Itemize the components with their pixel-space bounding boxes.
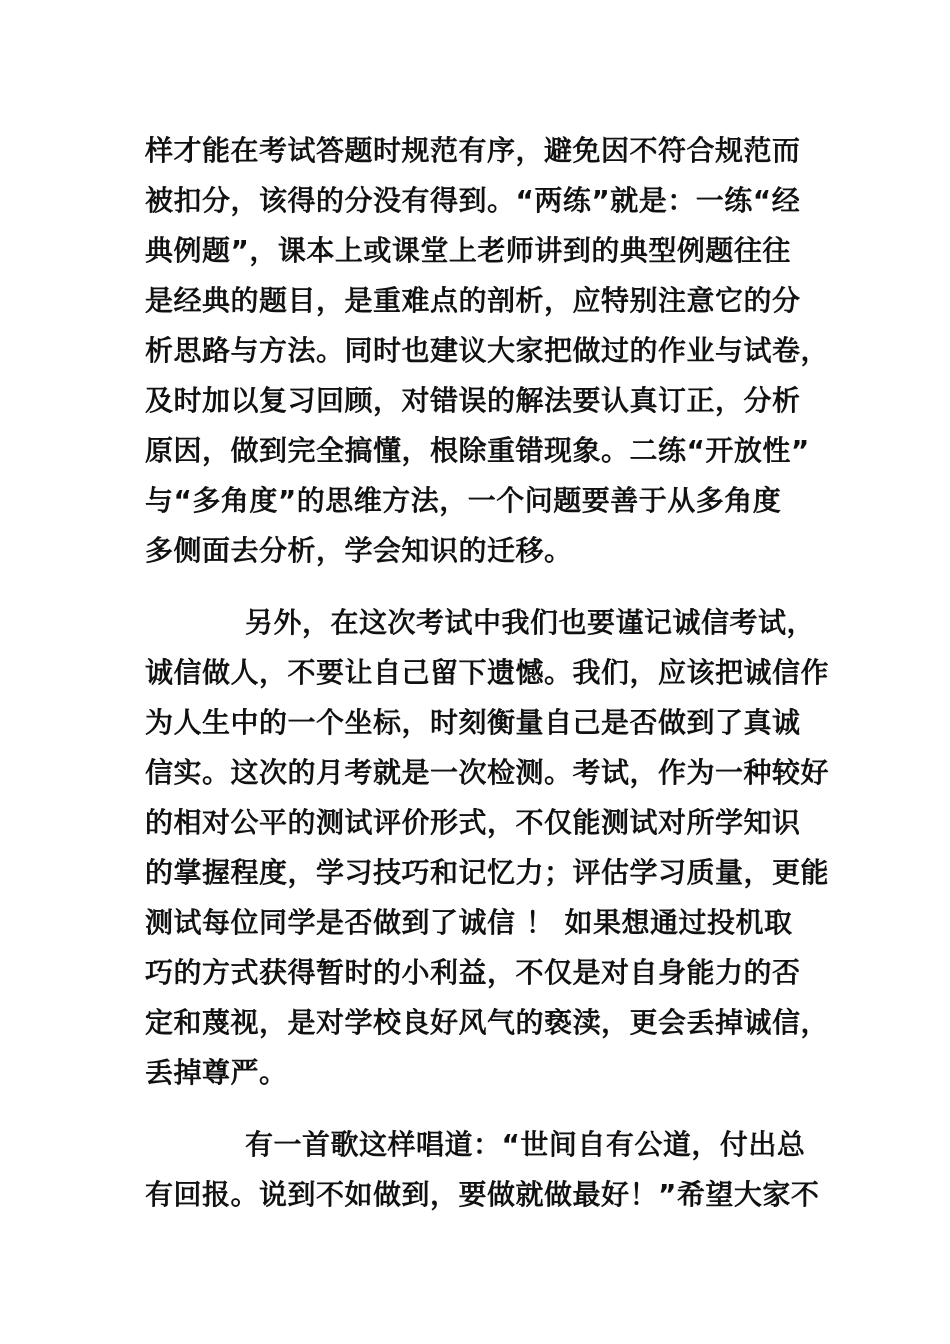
- paragraph-integrity: [145, 598, 830, 1098]
- document-body: [145, 126, 830, 1220]
- text-line: 诚信做人，不要让自己留下遗憾。我们，应该把诚信作: [145, 656, 830, 689]
- text-line: 为人生中的一个坐标，时刻衡量自己是否做到了真诚: [145, 706, 801, 739]
- text-line: 典例题”，课本上或课堂上老师讲到的典型例题往往: [145, 234, 791, 267]
- text-line-first: 有一首歌这样唱道：“世间自有公道，付出总: [245, 1128, 806, 1161]
- text-line: 析思路与方法。同时也建议大家把做过的作业与试卷，: [145, 334, 830, 367]
- text-line: 测试每位同学是否做到了诚信 ！ 如果想通过投机取: [145, 906, 793, 939]
- text-line-first: 另外，在这次考试中我们也要谨记诚信考试，: [245, 606, 816, 639]
- paragraph-song: [145, 1120, 820, 1220]
- paragraph-study-methods: [145, 126, 830, 576]
- text-line: 被扣分，该得的分没有得到。“两练”就是：一练“经: [145, 184, 801, 217]
- text-line: 巧的方式获得暂时的小利益，不仅是对自身能力的否: [145, 956, 801, 989]
- text-line: 多侧面去分析，学会知识的迁移。: [145, 534, 573, 567]
- text-line: 是经典的题目，是重难点的剖析，应特别注意它的分: [145, 284, 801, 317]
- text-line: 的相对公平的测试评价形式，不仅能测试对所学知识: [145, 806, 801, 839]
- text-line: 丢掉尊严。: [145, 1056, 288, 1089]
- text-line: 原因，做到完全搞懂，根除重错现象。二练“开放性”: [145, 434, 810, 467]
- text-line: 定和蔑视，是对学校良好风气的亵渎，更会丢掉诚信，: [145, 1006, 830, 1039]
- text-line: 样才能在考试答题时规范有序，避免因不符合规范而: [145, 134, 801, 167]
- paragraph-spacer: [145, 1098, 815, 1120]
- paragraph-spacer: [145, 576, 815, 598]
- text-line: 有回报。说到不如做到，要做就做最好！”希望大家不: [145, 1178, 820, 1211]
- text-line: 的掌握程度，学习技巧和记忆力；评估学习质量，更能: [145, 856, 830, 889]
- text-line: 与“多角度”的思维方法，一个问题要善于从多角度: [145, 484, 782, 517]
- text-line: 及时加以复习回顾，对错误的解法要认真订正，分析: [145, 384, 801, 417]
- text-line: 信实。这次的月考就是一次检测。考试，作为一种较好: [145, 756, 830, 789]
